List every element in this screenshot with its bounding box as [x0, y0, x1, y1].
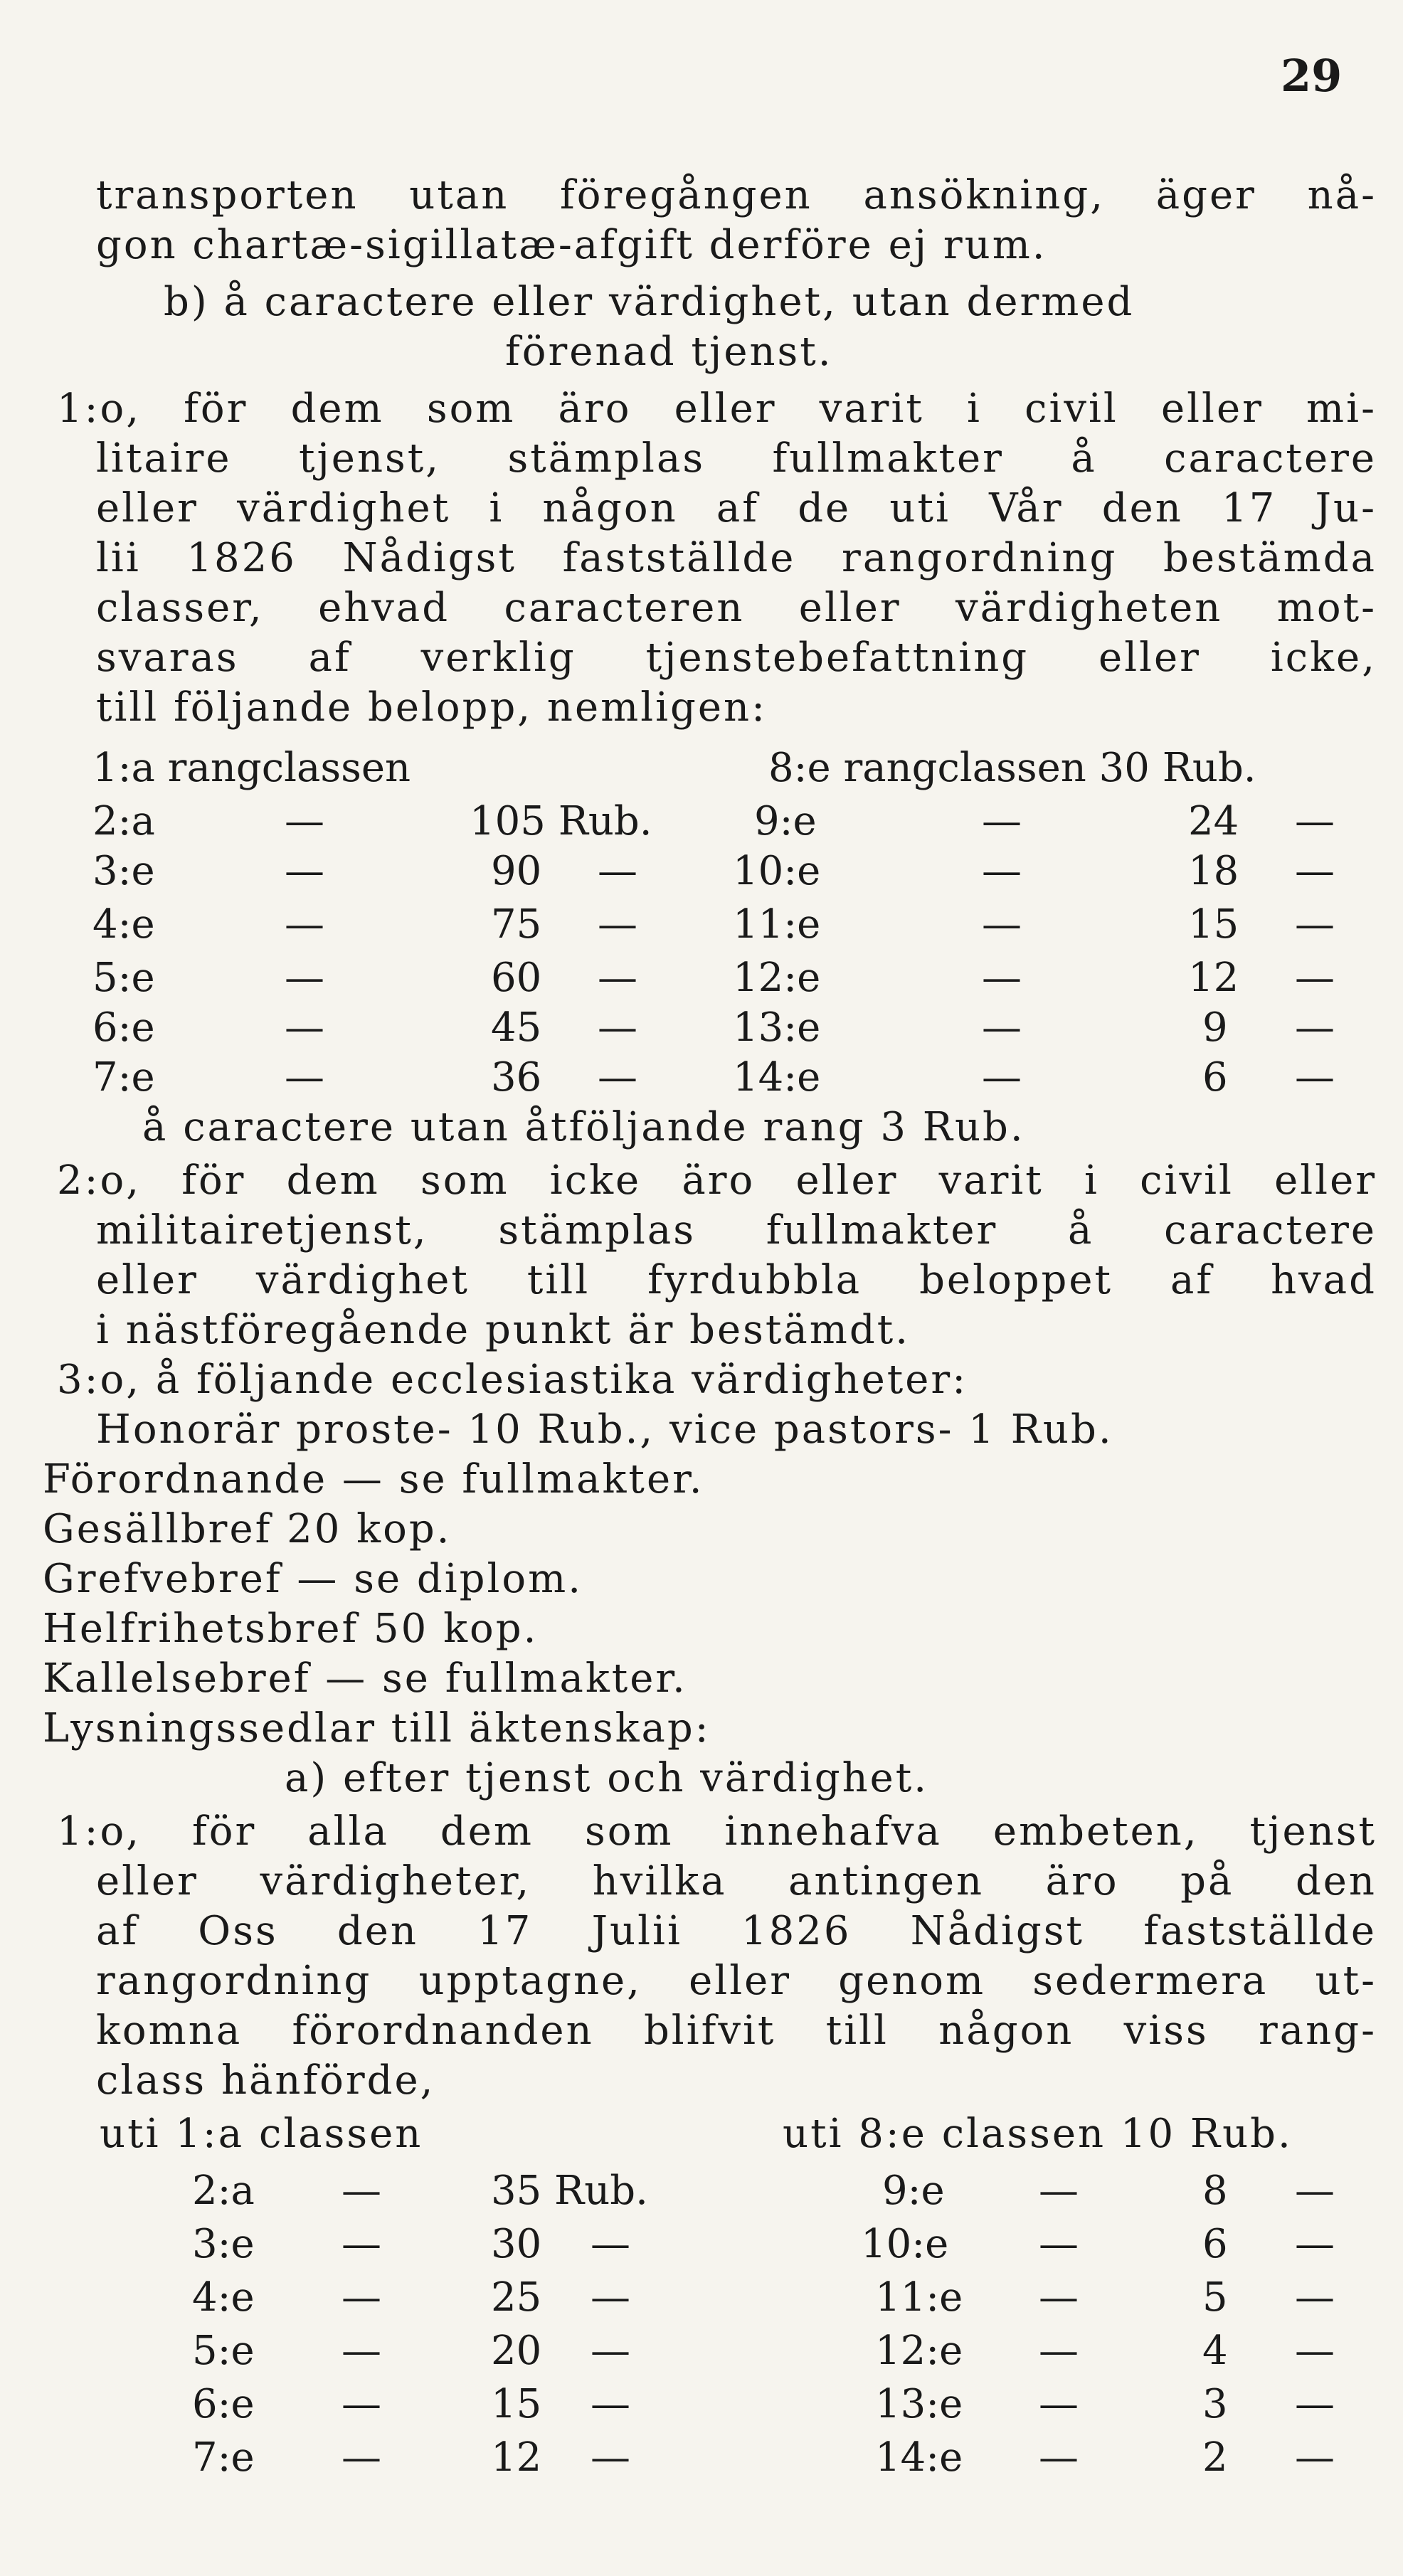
table-row-class: 3:e: [192, 2221, 255, 2267]
table-row-fee: 30: [491, 2221, 542, 2267]
table-row-class: 3:e: [92, 848, 155, 894]
dash: —: [982, 1005, 1022, 1051]
text-line: 1:o, för alla dem som innehafva embeten, tjenst: [57, 1808, 1377, 1855]
text-line: Helfrihetsbref 50 kop.: [43, 1606, 539, 1652]
text-line: Förordnande — se fullmakter.: [43, 1456, 704, 1502]
table-row-class: 12:e: [733, 955, 821, 1001]
dash: —: [598, 1005, 637, 1051]
text-line: 3:o, å följande ecclesiastika värdigheter:: [57, 1357, 968, 1403]
dash: —: [285, 848, 324, 894]
dash: —: [1295, 2381, 1335, 2427]
dash: —: [1295, 2168, 1335, 2214]
table-row-fee: 105 Rub.: [470, 798, 652, 844]
dash: —: [598, 955, 637, 1001]
table-row-fee: 2: [1202, 2434, 1228, 2481]
table-header-right: 8:e rangclassen 30 Rub.: [768, 745, 1256, 791]
dash: —: [591, 2328, 630, 2374]
dash: —: [982, 1054, 1022, 1101]
dash: —: [342, 2274, 381, 2321]
text-line: förenad tjenst.: [505, 329, 833, 375]
text-line: eller värdighet i någon af de uti Vår den 17 Ju-: [96, 485, 1377, 531]
table-row-fee: 18: [1188, 848, 1239, 894]
page-number: 29: [1281, 50, 1343, 102]
text-line: Gesällbref 20 kop.: [43, 1506, 452, 1552]
table-row-class: 4:e: [192, 2274, 255, 2321]
table-row-class: 10:e: [733, 848, 821, 894]
text-line: transporten utan föregången ansökning, äger nå-: [96, 172, 1377, 218]
dash: —: [1295, 1005, 1335, 1051]
table-row-class: 11:e: [733, 901, 821, 948]
text-line: Grefvebref — se diplom.: [43, 1556, 583, 1602]
table-row-fee: 24: [1188, 798, 1239, 844]
text-line: eller värdigheter, hvilka antingen äro på den: [96, 1858, 1377, 1904]
dash: —: [1039, 2328, 1079, 2374]
dash: —: [342, 2381, 381, 2427]
dash: —: [1039, 2274, 1079, 2321]
table-row-class: 10:e: [861, 2221, 949, 2267]
dash: —: [1295, 901, 1335, 948]
text-line: Lysningssedlar till äktenskap:: [43, 1705, 711, 1751]
table-row-fee: 20: [491, 2328, 542, 2374]
table-row-class: 14:e: [875, 2434, 963, 2481]
table-row-fee: 12: [491, 2434, 542, 2481]
text-line: i nästföregående punkt är bestämdt.: [96, 1307, 911, 1353]
text-line: litaire tjenst, stämplas fullmakter å caractere: [96, 435, 1377, 482]
dash: —: [285, 901, 324, 948]
table-row-fee: 15: [491, 2381, 542, 2427]
table-row-fee: 45: [491, 1005, 542, 1051]
table-row-fee: 35 Rub.: [491, 2168, 648, 2214]
dash: —: [1295, 848, 1335, 894]
table-row-class: 9:e: [754, 798, 817, 844]
dash: —: [598, 848, 637, 894]
dash: —: [342, 2168, 381, 2214]
dash: —: [285, 955, 324, 1001]
text-line: classer, ehvad caracteren eller värdigheten mot-: [96, 585, 1377, 631]
dash: —: [982, 955, 1022, 1001]
dash: —: [982, 901, 1022, 948]
table-row-class: 14:e: [733, 1054, 821, 1101]
dash: —: [342, 2221, 381, 2267]
table-row-fee: 8: [1202, 2168, 1228, 2214]
dash: —: [1295, 2274, 1335, 2321]
dash: —: [285, 798, 324, 844]
dash: —: [1295, 1054, 1335, 1101]
dash: —: [1039, 2434, 1079, 2481]
table-row-class: 6:e: [92, 1005, 155, 1051]
dash: —: [982, 798, 1022, 844]
text-line: militairetjenst, stämplas fullmakter å caractere: [96, 1207, 1377, 1253]
table-row-class: 12:e: [875, 2328, 963, 2374]
table-footer: å caractere utan åtföljande rang 3 Rub.: [142, 1104, 1025, 1150]
table-row-class: 6:e: [192, 2381, 255, 2427]
dash: —: [1295, 798, 1335, 844]
dash: —: [1295, 955, 1335, 1001]
text-line: 2:o, för dem som icke äro eller varit i civil eller: [57, 1157, 1377, 1204]
table-row-class: 2:a: [192, 2168, 255, 2214]
table-row-fee: 6: [1202, 1054, 1228, 1101]
table-row-class: 4:e: [92, 901, 155, 948]
table-row-fee: 6: [1202, 2221, 1228, 2267]
text-line: Honorär proste- 10 Rub., vice pastors- 1 Rub.: [96, 1406, 1113, 1453]
text-line: a) efter tjenst och värdighet.: [285, 1755, 929, 1801]
text-line: svaras af verklig tjenstebefattning eller icke,: [96, 635, 1377, 681]
text-line: gon chartæ-sigillatæ-afgift derföre ej rum.: [96, 222, 1047, 268]
dash: —: [591, 2274, 630, 2321]
table-header-left: 1:a rangclassen: [92, 745, 411, 791]
table-row-class: 7:e: [192, 2434, 255, 2481]
dash: —: [591, 2221, 630, 2267]
text-line: 1:o, för dem som äro eller varit i civil eller mi-: [57, 386, 1377, 432]
dash: —: [591, 2434, 630, 2481]
dash: —: [285, 1005, 324, 1051]
text-line: af Oss den 17 Julii 1826 Nådigst fastställde: [96, 1908, 1377, 1954]
table-row-fee: 9: [1202, 1005, 1228, 1051]
table-row-fee: 60: [491, 955, 542, 1001]
dash: —: [598, 901, 637, 948]
text-line: eller värdighet till fyrdubbla beloppet af hvad: [96, 1257, 1377, 1303]
dash: —: [1295, 2221, 1335, 2267]
table-row-fee: 75: [491, 901, 542, 948]
table-row-fee: 90: [491, 848, 542, 894]
table-row-class: 13:e: [875, 2381, 963, 2427]
table-header-right: uti 8:e classen 10 Rub.: [783, 2111, 1293, 2157]
table-row-fee: 25: [491, 2274, 542, 2321]
table-row-class: 9:e: [882, 2168, 945, 2214]
text-line: Kallelsebref — se fullmakter.: [43, 1655, 687, 1702]
table-row-class: 11:e: [875, 2274, 963, 2321]
table-row-class: 2:a: [92, 798, 155, 844]
text-line: till följande belopp, nemligen:: [96, 684, 767, 731]
table-row-fee: 15: [1188, 901, 1239, 948]
dash: —: [598, 1054, 637, 1101]
dash: —: [1295, 2434, 1335, 2481]
table-row-fee: 4: [1202, 2328, 1228, 2374]
dash: —: [342, 2328, 381, 2374]
dash: —: [1039, 2381, 1079, 2427]
table-row-fee: 5: [1202, 2274, 1228, 2321]
table-row-fee: 12: [1188, 955, 1239, 1001]
dash: —: [1039, 2221, 1079, 2267]
dash: —: [591, 2381, 630, 2427]
table-row-class: 13:e: [733, 1005, 821, 1051]
dash: —: [1295, 2328, 1335, 2374]
table-row-fee: 36: [491, 1054, 542, 1101]
dash: —: [285, 1054, 324, 1101]
text-line: class hänförde,: [96, 2057, 435, 2104]
dash: —: [982, 848, 1022, 894]
text-line: rangordning upptagne, eller genom sedermera ut-: [96, 1958, 1377, 2004]
table-header-left: uti 1:a classen: [100, 2111, 423, 2157]
text-line: komna förordnanden blifvit till någon viss rang-: [96, 2008, 1377, 2054]
table-row-fee: 3: [1202, 2381, 1228, 2427]
table-row-class: 5:e: [92, 955, 155, 1001]
dash: —: [1039, 2168, 1079, 2214]
dash: —: [342, 2434, 381, 2481]
text-line: b) å caractere eller värdighet, utan dermed: [164, 279, 1135, 325]
table-row-class: 5:e: [192, 2328, 255, 2374]
text-line: lii 1826 Nådigst fastställde rangordning bestämda: [96, 535, 1377, 581]
table-row-class: 7:e: [92, 1054, 155, 1101]
